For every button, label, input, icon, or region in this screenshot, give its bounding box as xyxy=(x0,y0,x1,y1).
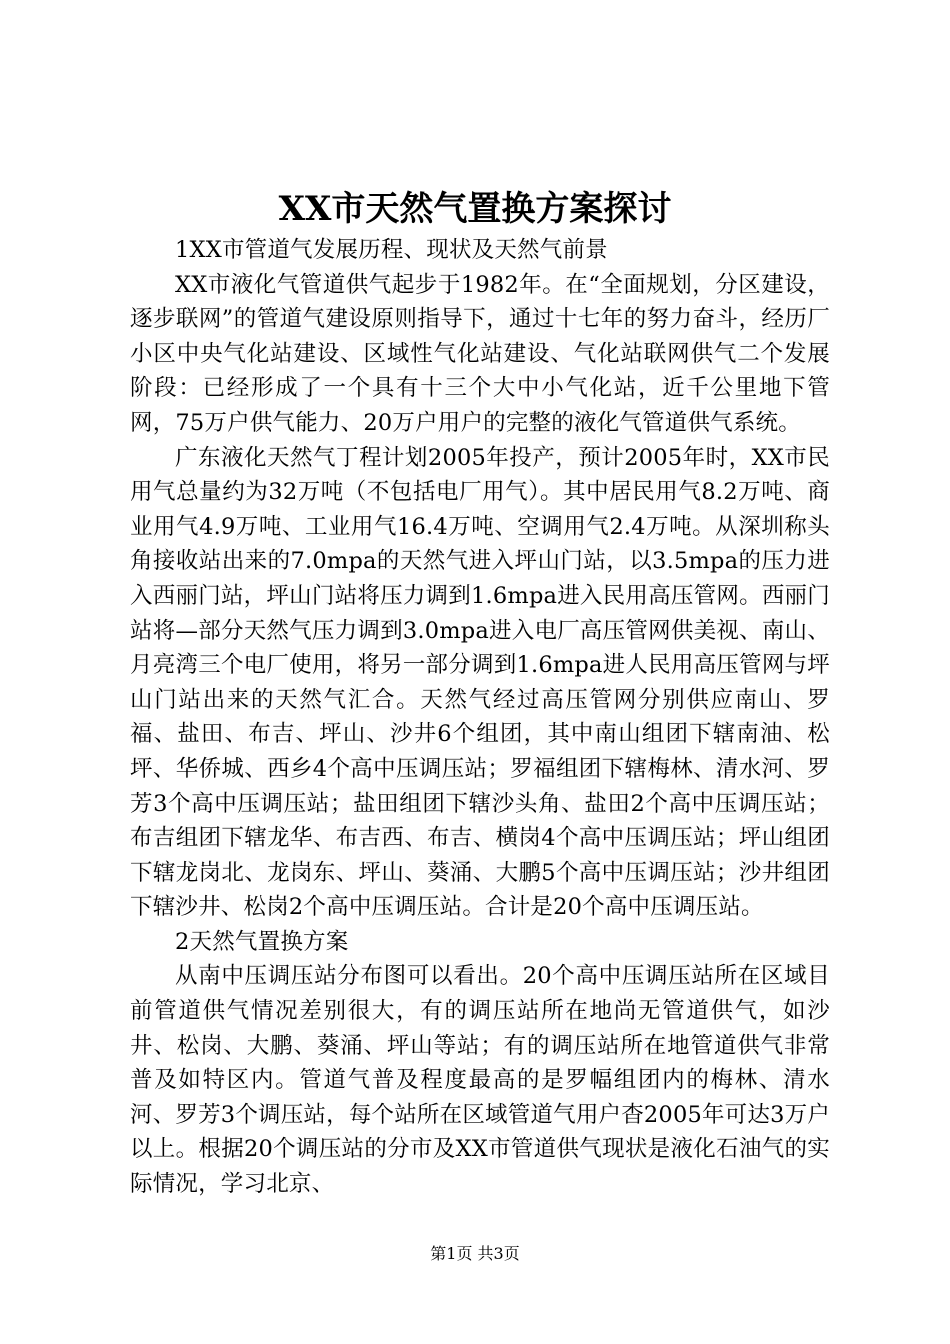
paragraph: 从南中压调压站分布图可以看出。20个高中压调压站所在区域目前管道供气情况差别很大，有的调压站所在地尚无管道供气，如沙井、松岗、大鹏、葵涌、坪山等站；有的调压站所在地管道供气非常普及如特区内。管道气普及程度最高的是罗幅组团内的梅林、清水河、罗芳3个调压站，每个站所在区域管道气用户杳2005年可达3万户以上。根据20个调压站的分市及XX市管道供气现状是液化石油气的实际情况，学习北京、 xyxy=(130,963,830,1198)
document-title: XX市天然气置换方案探讨 xyxy=(278,189,672,229)
paragraph: XX市液化气管道供气起步于1982年。在“全面规划，分区建设，逐步联网”的管道气建设原则指导下，通过十七年的努力奋斗，经历厂小区中央气化站建设、区域性气化站建设、气化站联网供气二个发展阶段：已经形成了一个具有十三个大中小气化站，近千公里地下管网，75万户供气能力、20万户用户的完整的液化气管道供气系统。 xyxy=(130,271,830,436)
section-heading-1: 1XX市管道气发展历程、现状及天然气前景 xyxy=(175,237,608,263)
paragraph: 广东液化天然气丁程计划2005年投产，预计2005年时，XX市民用气总量约为32万吨（不包括电厂用气）。其中居民用气8.2万吨、商业用气4.9万吨、工业用气16.4万吨、空调用气2.4万吨。从深圳称头角接收站出来的7.0mpa的天然气进入坪山门站，以3.5mpa的压力进入西丽门站，坪山门站将压力调到1.6mpa进入民用高压管网。西丽门站将—部分天然气压力调到3.0mpa进入电厂高压管网供美视、南山、月亮湾三个电厂使用，将另一部分调到1.6mpa进人民用高压管网与坪山门站出来的天然气汇合。天然气经过高压管网分别供应南山、罗福、盐田、布吉、坪山、沙井6个组团，其中南山组团下辖南油、松坪、华侨城、西乡4个高中压调压站；罗福组团下辖梅林、清水河、罗芳3个高中压调压站；盐田组团下辖沙头角、盐田2个高中压调压站；布吉组团下辖龙华、布吉西、布吉、横岗4个高中压调压站；坪山组团下辖龙岗北、龙岗东、坪山、葵涌、大鹏5个高中压调压站；沙井组团下辖沙井、松岗2个高中压调压站。合计是20个高中压调压站。 xyxy=(130,444,830,921)
section-heading-2: 2天然气置换方案 xyxy=(175,928,349,955)
page-number-footer: 第1页 共3页 xyxy=(430,1244,520,1263)
document-body xyxy=(130,233,830,1202)
